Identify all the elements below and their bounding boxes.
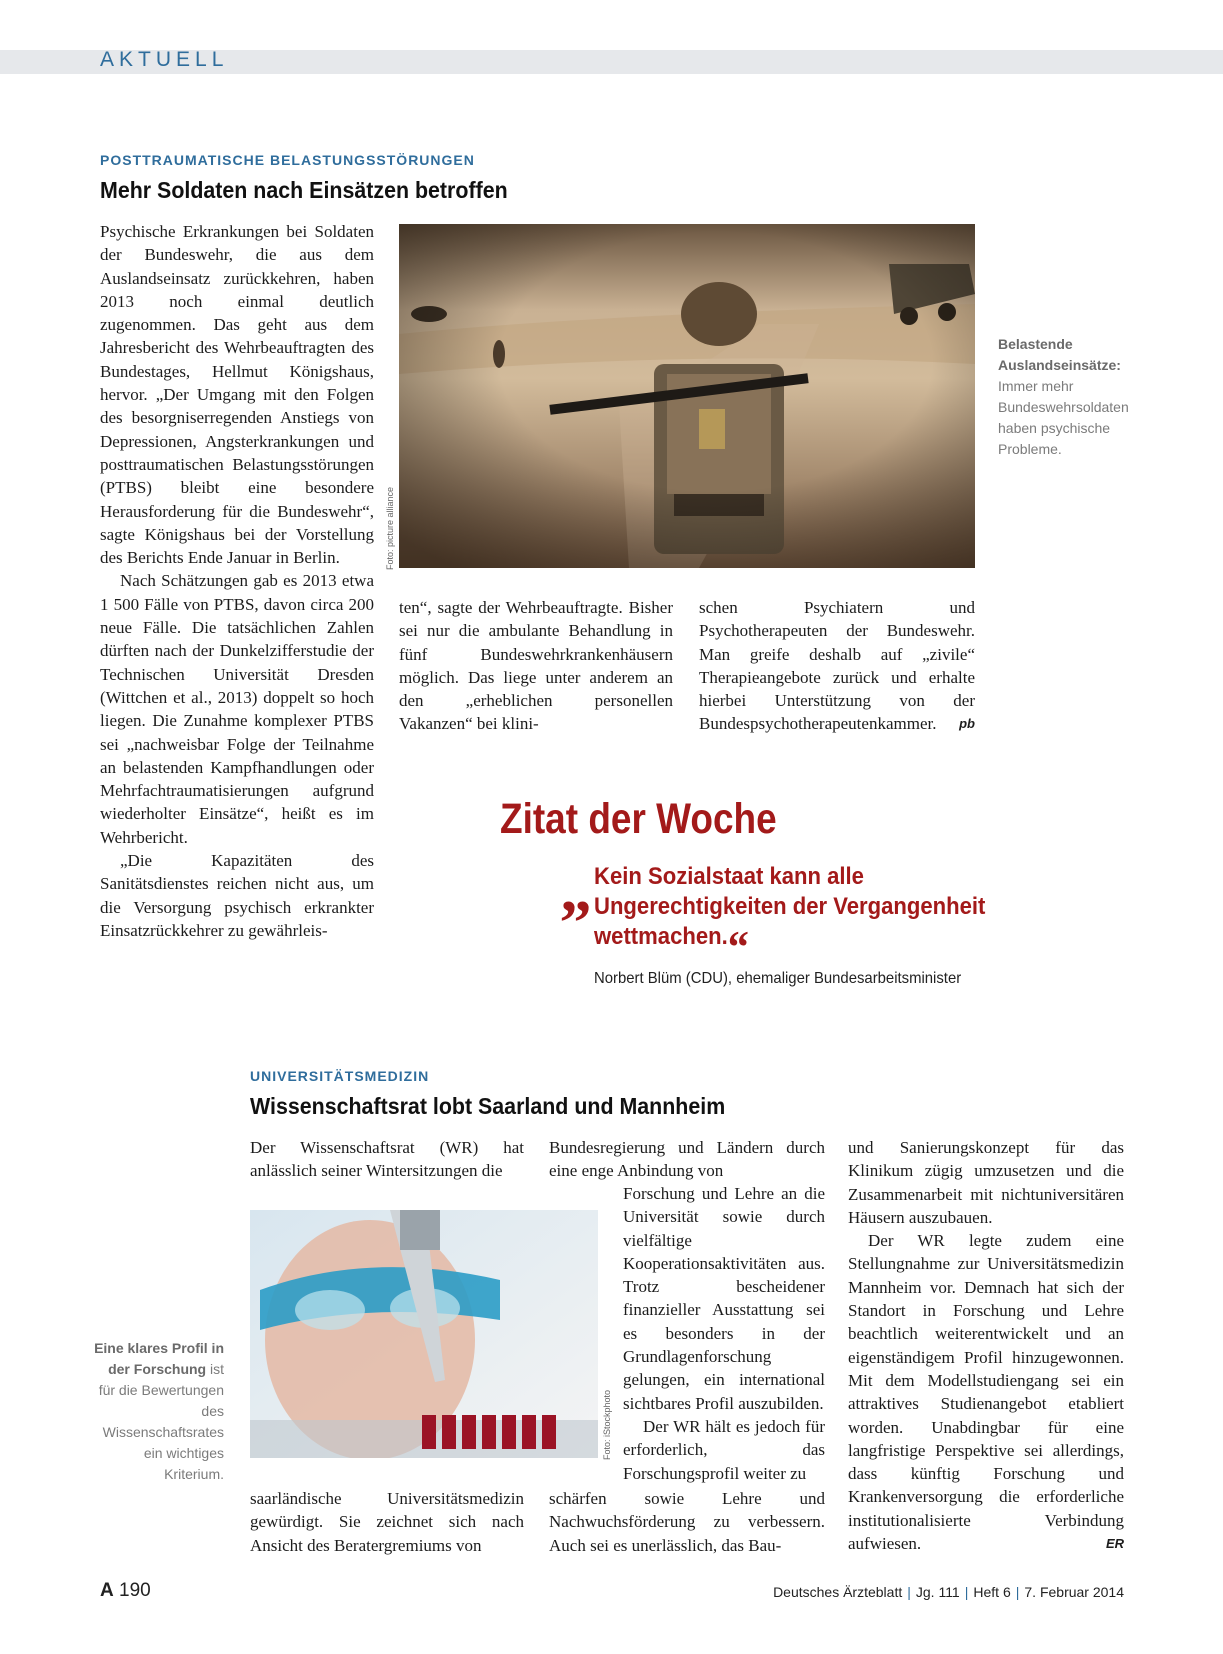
journal-volume: Jg. 111 bbox=[915, 1584, 960, 1600]
quote-open-mark: „ bbox=[560, 854, 592, 925]
article2-signature: ER bbox=[1105, 1536, 1124, 1552]
article1-signature: pb bbox=[959, 716, 975, 732]
article2-paragraph: Der WR hält es jedoch für erforderlich, das Forschungsprofil weiter zu bbox=[623, 1416, 825, 1483]
article1-paragraph: Psychische Erkrankungen bei Soldaten der Bundeswehr, die aus dem Auslandseinsatz zurückkehren, haben 2013 noch einmal deutlich zugenommen. Das geht aus dem Jahresbericht des Wehrbeauftragten des Bundestages, Hellmut Königshaus, hervor. „Der Umgang mit den Folgen des besorgniserregenden Anstiegs von Depressionen, Angsterkrankungen und posttraumatischen Belastungsstörungen (PTBS) bleibt eine besondere Herausforderung für die Bundeswehr“, sagte Königshaus bei der Vorstellung des Berichts Ende Januar in Berlin. bbox=[100, 222, 374, 568]
caption-text: ist für die Bewertungen des Wissenschaftsrates ein wichtiges Kriterium. bbox=[98, 1361, 224, 1482]
quote-text bbox=[594, 862, 1017, 970]
quote-author: Norbert Blüm (CDU), ehemaliger Bundesarbeitsminister bbox=[594, 970, 962, 987]
article2-column-1-bottom bbox=[250, 1487, 524, 1557]
journal-name: Deutsches Ärzteblatt bbox=[773, 1584, 903, 1600]
article1-column-1 bbox=[100, 220, 374, 942]
article1-paragraph: Nach Schätzungen gab es 2013 etwa 1 500 Fälle von PTBS, davon circa 200 neue Fälle. Die tatsächlichen Zahlen dürften nach der Dunkelzifferstudie der Technischen Universität Dresden (Wittchen et al., 2013) doppelt so hoch liegen. Die Zunahme komplexer PTBS sei „nachweisbar Folge der Teilnahme an belastenden Kampfhandlungen oder Mehrfachtraumatisierungen aufgrund wiederholter Einsätze“, heißt es im Wehrbericht. bbox=[100, 571, 374, 847]
quote-close-mark: “ bbox=[727, 921, 749, 972]
lab-photo bbox=[250, 1210, 598, 1458]
page-number bbox=[100, 1580, 151, 1602]
journal-date: 7. Februar 2014 bbox=[1024, 1584, 1124, 1600]
article2-paragraph-text: Der WR legte zudem eine Stellungnahme zur Universitätsmedizin Mannheim vor. Demnach hat sich der Standort in Forschung und Lehre beachtlich weiterentwickelt und an eigenständigem Profil hinzugewonnen. Mit dem Modellstudiengang sei ein attraktives Studienangebot etabliert worden. Unabdingbar für eine langfristige Perspektive sei allerdings, dass künftig Forschung und Krankenversorgung die erforderliche institutionalisierte Verbindung aufwiesen. bbox=[848, 1231, 1124, 1554]
section-label: AKTUELL bbox=[100, 48, 229, 71]
journal-info: Deutsches Ärzteblatt | Jg. 111 | Heft 6 | 7. Februar 2014 bbox=[773, 1584, 1124, 1600]
article2-paragraph: und Sanierungskonzept für das Klinikum zügig umzusetzen und die Zusammenarbeit mit nichtuniversitären Häusern auszubauen. bbox=[848, 1138, 1124, 1227]
page-prefix: A bbox=[100, 1580, 114, 1601]
article2-paragraph: saarländische Universitätsmedizin gewürdigt. Sie zeichnet sich nach Ansicht des Beratergremiums von bbox=[250, 1489, 524, 1555]
article1-kicker: POSTTRAUMATISCHE BELASTUNGSSTÖRUNGEN bbox=[100, 152, 475, 168]
article1-paragraph: „Die Kapazitäten des Sanitätsdienstes reichen nicht aus, um die Versorgung psychisch erkrankter Einsatzrückkehrer zu gewährleis- bbox=[100, 851, 374, 940]
page-number-value: 190 bbox=[119, 1580, 151, 1601]
article1-paragraph-text: schen Psychiatern und Psychotherapeuten der Bundeswehr. Man greife deshalb auf „zivile“ Therapieangebote zurück und erhalte hierbei Unterstützung von der Bundespsychotherapeutenkammer. bbox=[699, 598, 975, 734]
article2-headline: Wissenschaftsrat lobt Saarland und Mannheim bbox=[250, 1093, 726, 1119]
quote-title: Zitat der Woche bbox=[500, 795, 777, 843]
journal-issue: Heft 6 bbox=[973, 1584, 1011, 1600]
photo-credit: Foto: iStockphoto bbox=[602, 1389, 612, 1460]
article2-paragraph: Forschung und Lehre an die Universität sowie durch vielfältige Kooperationsaktivitäten aus. Trotz bescheidener finanzieller Ausstattung sei es besonders in der Grundlagenforschung gelungen, ein international sichtbares Profil auszubilden. bbox=[623, 1184, 825, 1413]
article1-column-3 bbox=[699, 596, 975, 736]
article2-paragraph: Der Wissenschaftsrat (WR) hat anlässlich seiner Wintersitzungen die bbox=[250, 1138, 524, 1181]
article2-column-2-top bbox=[549, 1136, 825, 1183]
article2-paragraph bbox=[848, 1229, 1124, 1555]
article2-column-2-bottom bbox=[549, 1487, 825, 1557]
quote-body: Kein Sozialstaat kann alle Ungerechtigkeiten der Vergangenheit wettmachen. bbox=[594, 863, 986, 950]
article2-column-2-narrow bbox=[623, 1182, 825, 1485]
photo-credit: Foto: picture alliance bbox=[385, 486, 395, 570]
article2-column-1-top bbox=[250, 1136, 524, 1183]
article1-paragraph: ten“, sagte der Wehrbeauftragte. Bisher sei nur die ambulante Behandlung in fünf Bundeswehrkrankenhäusern möglich. Das liege unter anderem an den „erheblichen personellen Vakanzen“ bei klini- bbox=[399, 598, 673, 734]
soldier-photo bbox=[399, 224, 975, 568]
article1-paragraph bbox=[699, 596, 975, 736]
article2-caption bbox=[92, 1338, 224, 1485]
article2-paragraph: Bundesregierung und Ländern durch eine enge Anbindung von bbox=[549, 1138, 825, 1181]
article1-caption bbox=[998, 334, 1129, 460]
article1-column-2 bbox=[399, 596, 673, 736]
article1-headline: Mehr Soldaten nach Einsätzen betroffen bbox=[100, 177, 508, 203]
article2-paragraph: schärfen sowie Lehre und Nachwuchsförderung zu verbessern. Auch sei es unerlässlich, das Bau- bbox=[549, 1489, 825, 1555]
caption-text: Immer mehr Bundeswehrsoldaten haben psychische Probleme. bbox=[998, 378, 1129, 457]
caption-title: Belastende Auslandseinsätze: bbox=[998, 336, 1121, 373]
article2-column-3 bbox=[848, 1136, 1124, 1555]
caption-title: Eine klares Profil in der Forschung bbox=[94, 1340, 224, 1377]
article2-kicker: UNIVERSITÄTSMEDIZIN bbox=[250, 1068, 430, 1084]
